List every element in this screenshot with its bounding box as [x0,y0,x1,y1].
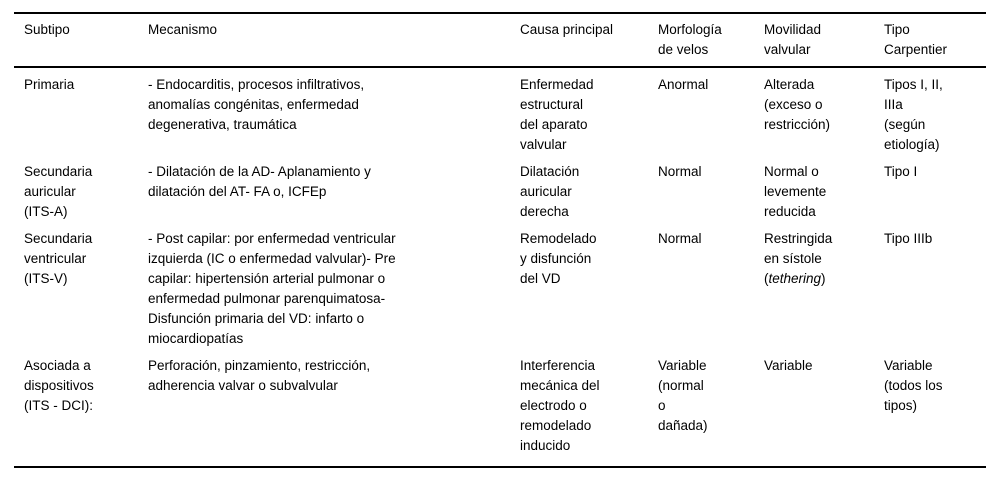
table-row-primaria [14,67,986,155]
col-header-tipo-carpentier: Tipo Carpentier [884,13,986,67]
cell-tipo-carpentier: Tipo I [884,164,918,179]
cell-subtipo: Secundaria ventricular (ITS-V) [24,231,93,286]
tricuspid-regurgitation-subtypes-table [14,12,986,468]
col-header-morfologia-velos: Morfología de velos [658,13,764,67]
col-header-movilidad-valvular: Movilidad valvular [764,13,884,67]
cell-causa-principal: Remodelado y disfunción del VD [520,231,597,286]
cell-tipo-carpentier: Variable (todos los tipos) [884,358,943,413]
cell-causa-principal: Interferencia mecánica del electrodo o remodelado inducido [520,358,600,453]
cell-subtipo: Asociada a dispositivos (ITS - DCI): [24,358,94,413]
cell-tipo-carpentier: Tipos I, II, IIIa (según etiología) [884,77,943,152]
col-header-causa-principal: Causa principal [520,13,658,67]
col-header-subtipo: Subtipo [14,13,148,67]
tethering-italic-text: tethering [768,271,822,286]
cell-movilidad-valvular [764,222,884,349]
cell-subtipo: Secundaria auricular (ITS-A) [24,164,93,219]
movilidad-text: Restringida en sístole ( [764,231,833,286]
table-row-asociada-dispositivos [14,349,986,467]
cell-morfologia-velos: Normal [658,164,702,179]
cell-tipo-carpentier: Tipo IIIb [884,231,933,246]
cell-morfologia-velos: Variable (normal o dañada) [658,358,708,433]
cell-causa-principal: Dilatación auricular derecha [520,164,580,219]
header-row [14,13,986,67]
cell-subtipo: Primaria [24,77,75,92]
movilidad-text-close: ) [821,271,826,286]
cell-mecanismo: - Dilatación de la AD- Aplanamiento y dilatación del AT- FA o, ICFEp [148,164,371,199]
cell-movilidad-valvular: Normal o levemente reducida [764,164,827,219]
cell-mecanismo: - Post capilar: por enfermedad ventricular izquierda (IC o enfermedad valvular)- Pre capilar: hipertensión arterial pulmonar o enfermedad pulmonar parenquimatosa- Disfunción primaria del VD: infarto o miocardiopatías [148,231,396,346]
cell-morfologia-velos: Anormal [658,77,709,92]
col-header-mecanismo: Mecanismo [148,13,520,67]
cell-causa-principal: Enfermedad estructural del aparato valvular [520,77,594,152]
table-row-secundaria-auricular [14,155,986,222]
cell-morfologia-velos: Normal [658,231,702,246]
table-row-secundaria-ventricular [14,222,986,349]
cell-movilidad-valvular: Variable [764,358,813,373]
cell-mecanismo: Perforación, pinzamiento, restricción, adherencia valvar o subvalvular [148,358,371,393]
cell-mecanismo: - Endocarditis, procesos infiltrativos, anomalías congénitas, enfermedad degenerativa, traumática [148,77,365,132]
table-container [14,12,986,468]
cell-movilidad-valvular: Alterada (exceso o restricción) [764,77,831,132]
